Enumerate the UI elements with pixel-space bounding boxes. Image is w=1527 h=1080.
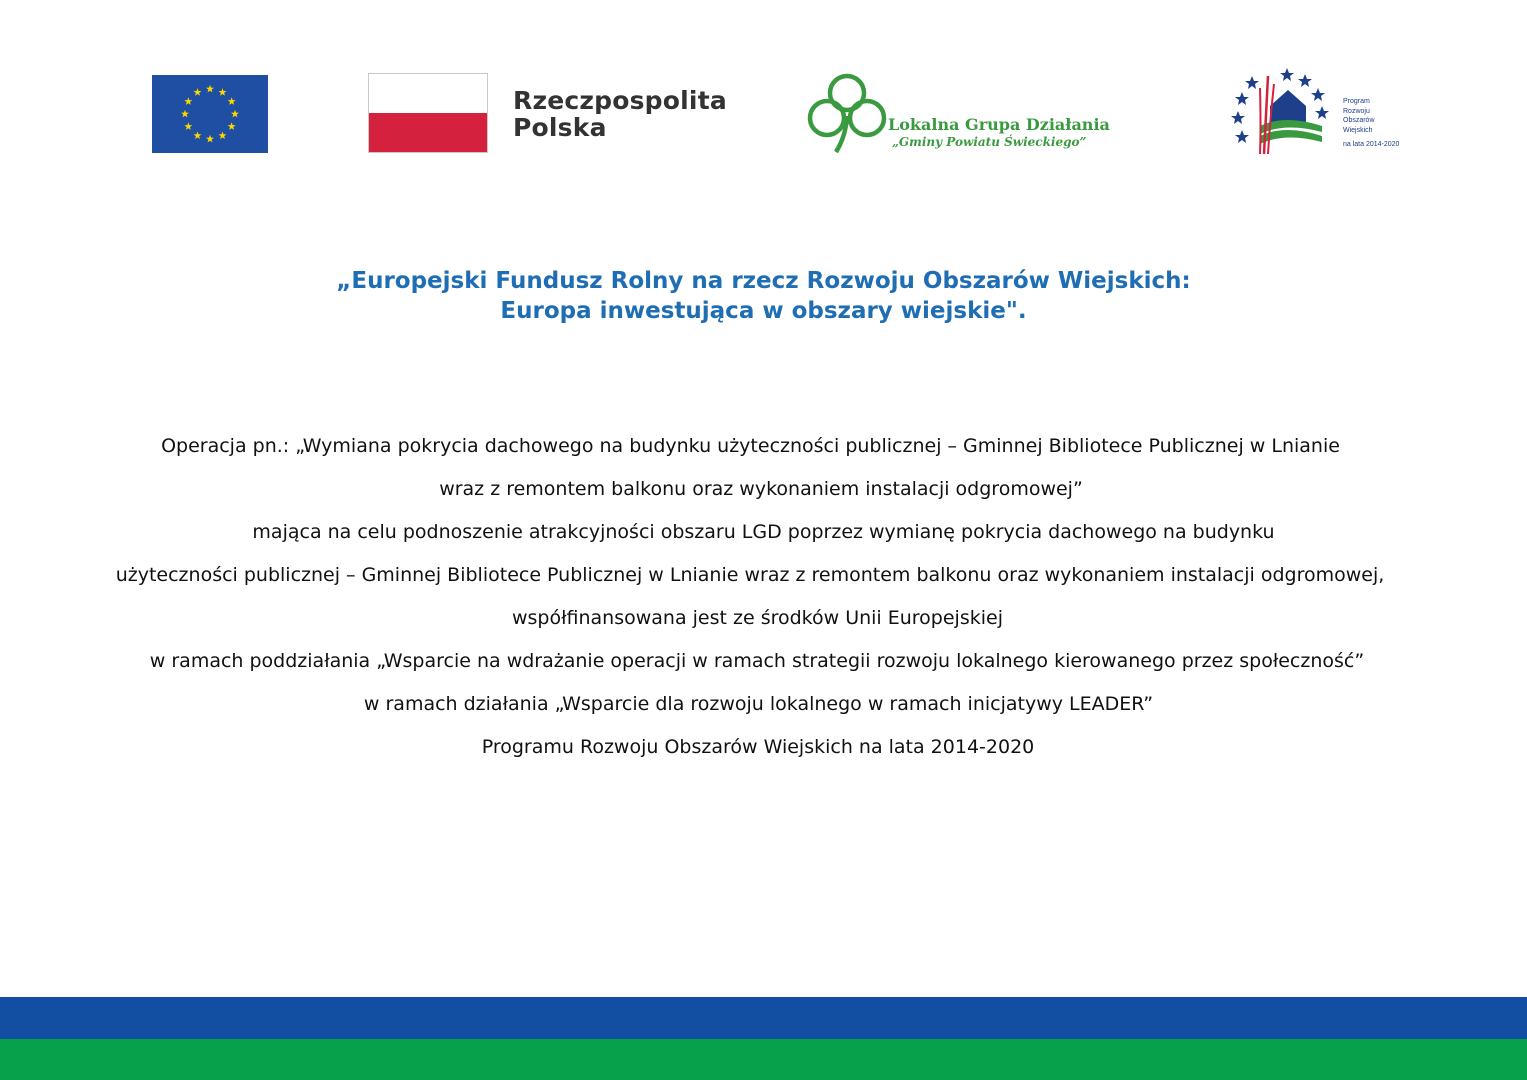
body-line-4: użyteczności publicznej – Gminnej Bibliotece Publicznej w Lnianie wraz z remontem balkonu oraz wykonaniem instalacji odgromowej,	[115, 564, 1385, 586]
prow-years: na lata 2014-2020	[1343, 141, 1400, 148]
eu-flag-icon	[152, 75, 268, 153]
body-line-3: mająca na celu podnoszenie atrakcyjności obszaru LGD poprzez wymianę pokrycia dachowego na budynku	[252, 521, 1275, 543]
body-line-7: w ramach działania „Wsparcie dla rozwoju lokalnego w ramach inicjatywy LEADER”	[363, 693, 1154, 715]
body-line-2: wraz z remontem balkonu oraz wykonaniem instalacji odgromowej”	[439, 478, 1083, 500]
prow-emblem-icon	[1230, 66, 1340, 161]
prow-line-3: Obszarów	[1343, 117, 1375, 124]
clover-icon	[806, 72, 890, 158]
lgd-name: Lokalna Grupa Działania	[888, 115, 1110, 134]
body-line-8: Programu Rozwoju Obszarów Wiejskich na lata 2014-2020	[481, 736, 1035, 758]
footer-band-blue	[0, 997, 1527, 1039]
page-title	[0, 266, 1527, 326]
prow-line-1: Program	[1343, 98, 1370, 105]
prow-line-4: Wiejskich	[1343, 126, 1373, 134]
operation-description	[0, 425, 1527, 769]
prow-name	[1343, 97, 1375, 135]
body-line-1: Operacja pn.: „Wymiana pokrycia dachowego na budynku użyteczności publicznej – Gminnej Bibliotece Publicznej w Lnianie	[161, 435, 1340, 457]
poland-logo-line1: Rzeczpospolita	[513, 86, 727, 115]
poland-logo-text	[513, 87, 727, 141]
poland-logo	[368, 73, 727, 155]
lgd-subtitle: „Gminy Powiatu Świeckiego”	[892, 135, 1087, 149]
body-line-5: współfinansowana jest ze środków Unii Europejskiej	[511, 607, 1003, 629]
body-line-6: w ramach poddziałania „Wsparcie na wdrażanie operacji w ramach strategii rozwoju lokalnego kierowanego przez społeczność”	[149, 650, 1365, 672]
prow-line-2: Rozwoju	[1343, 107, 1370, 115]
eu-flag-logo	[152, 75, 268, 153]
poland-logo-line2: Polska	[513, 113, 607, 142]
footer-band-green	[0, 1039, 1527, 1080]
poland-flag-icon	[368, 73, 488, 153]
lgd-logo	[806, 72, 1126, 158]
prow-logo	[1230, 66, 1400, 161]
title-line-2: Europa inwestująca w obszary wiejskie".	[500, 298, 1027, 324]
title-line-1: „Europejski Fundusz Rolny na rzecz Rozwoju Obszarów Wiejskich:	[336, 268, 1191, 294]
